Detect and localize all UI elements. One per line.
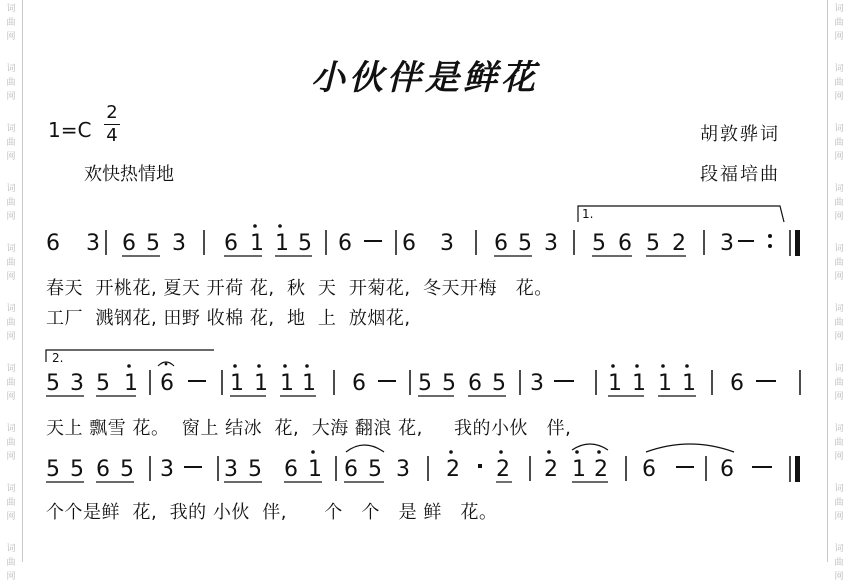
note: 6 xyxy=(730,371,744,396)
watermark-glyph: 曲 xyxy=(6,438,16,448)
note: 1 xyxy=(250,231,264,256)
repeat-dot xyxy=(768,244,772,248)
watermark-glyph: 词 xyxy=(834,124,844,134)
note: 6 xyxy=(494,231,508,256)
watermark-glyph: 词 xyxy=(834,304,844,314)
note: 5 xyxy=(646,231,660,256)
watermark-glyph: 网 xyxy=(834,572,844,582)
note: 6 xyxy=(96,457,110,482)
watermark-glyph: 网 xyxy=(834,272,844,282)
watermark-glyph: 网 xyxy=(6,152,16,162)
high-octave-dot xyxy=(575,450,579,454)
note: 3 xyxy=(396,457,410,482)
watermark-glyph: 网 xyxy=(6,332,16,342)
note: 1 xyxy=(572,457,586,482)
watermark-glyph: 网 xyxy=(6,572,16,582)
note: 6 xyxy=(642,457,656,482)
note: 6 xyxy=(618,231,632,256)
high-octave-dot xyxy=(499,450,503,454)
volta-1-bracket xyxy=(578,206,784,222)
note: 1 xyxy=(254,371,268,396)
note: 2 xyxy=(446,457,460,482)
tempo-marking: 欢快热情地 xyxy=(84,164,174,185)
dotted-rhythm-mark xyxy=(478,464,482,468)
watermark-glyph: 词 xyxy=(834,424,844,434)
watermark-glyph: 网 xyxy=(6,32,16,42)
note: 5 xyxy=(298,231,312,256)
high-octave-dot xyxy=(253,224,257,228)
watermark-glyph: 词 xyxy=(6,424,16,434)
time-signature-bottom: 4 xyxy=(106,125,118,146)
watermark-glyph: 曲 xyxy=(834,558,844,568)
key-signature: 1=C xyxy=(48,118,92,142)
note: 3 xyxy=(530,371,544,396)
lyric-line-4: 个个是鲜 花, 我的 小伙 伴, 个 个 是 鲜 花。 xyxy=(46,502,498,523)
note: 6 xyxy=(160,371,174,396)
watermark-glyph: 网 xyxy=(834,332,844,342)
high-octave-dot xyxy=(283,364,287,368)
note: 6 xyxy=(468,371,482,396)
watermark-glyph: 曲 xyxy=(834,378,844,388)
watermark-glyph: 曲 xyxy=(6,18,16,28)
watermark-glyph: 曲 xyxy=(6,258,16,268)
volta-2-label: 2. xyxy=(52,351,64,365)
note: 1 xyxy=(280,371,294,396)
note: 6 xyxy=(284,457,298,482)
note: 6 xyxy=(224,231,238,256)
watermark-glyph: 词 xyxy=(834,484,844,494)
note: 5 xyxy=(492,371,506,396)
watermark-glyph: 网 xyxy=(6,512,16,522)
note: 3 xyxy=(160,457,174,482)
watermark-glyph: 网 xyxy=(834,452,844,462)
watermark-glyph: 词 xyxy=(834,364,844,374)
tie xyxy=(646,444,734,452)
note: 5 xyxy=(46,457,60,482)
watermark-glyph: 曲 xyxy=(6,378,16,388)
high-octave-dot xyxy=(449,450,453,454)
note: 6 xyxy=(352,371,366,396)
lyric-line-2: 工厂 溅钢花, 田野 收棉 花, 地 上 放烟花, xyxy=(46,308,411,329)
watermark-glyph: 网 xyxy=(6,392,16,402)
note: 3 xyxy=(720,231,734,256)
high-octave-dot xyxy=(278,224,282,228)
note: 6 xyxy=(338,231,352,256)
note: 3 xyxy=(172,231,186,256)
watermark-glyph: 曲 xyxy=(834,258,844,268)
slur xyxy=(346,445,384,452)
watermark-glyph: 词 xyxy=(6,544,16,554)
fermata xyxy=(158,362,174,366)
watermark-glyph: 网 xyxy=(834,392,844,402)
watermark-glyph: 词 xyxy=(6,4,16,14)
song-title: 小伙伴是鲜花 xyxy=(311,58,539,98)
note: 1 xyxy=(275,231,289,256)
note: 1 xyxy=(124,371,138,396)
high-octave-dot xyxy=(311,450,315,454)
watermark-glyph: 曲 xyxy=(6,138,16,148)
watermark-glyph: 网 xyxy=(834,212,844,222)
note: 5 xyxy=(70,457,84,482)
slur xyxy=(572,444,608,450)
watermark-glyph: 词 xyxy=(6,244,16,254)
watermark-glyph: 网 xyxy=(834,512,844,522)
note: 1 xyxy=(658,371,672,396)
note: 5 xyxy=(418,371,432,396)
note: 5 xyxy=(96,371,110,396)
note: 6 xyxy=(402,231,416,256)
note: 6 xyxy=(720,457,734,482)
note: 5 xyxy=(146,231,160,256)
note: 5 xyxy=(442,371,456,396)
high-octave-dot xyxy=(635,364,639,368)
watermark-glyph: 网 xyxy=(834,32,844,42)
watermark-glyph: 曲 xyxy=(6,78,16,88)
note: 5 xyxy=(368,457,382,482)
note: 2 xyxy=(544,457,558,482)
final-barline xyxy=(795,456,800,482)
watermark-glyph: 曲 xyxy=(834,138,844,148)
watermark-glyph: 词 xyxy=(6,64,16,74)
note: 6 xyxy=(46,231,60,256)
watermark-glyph: 曲 xyxy=(6,198,16,208)
watermark-glyph: 词 xyxy=(834,184,844,194)
watermark-glyph: 曲 xyxy=(834,318,844,328)
high-octave-dot xyxy=(127,364,131,368)
note: 3 xyxy=(224,457,238,482)
note: 1 xyxy=(682,371,696,396)
watermark-glyph: 曲 xyxy=(834,498,844,508)
note: 1 xyxy=(230,371,244,396)
watermark-glyph: 词 xyxy=(6,184,16,194)
high-octave-dot xyxy=(661,364,665,368)
watermark-glyph: 词 xyxy=(6,304,16,314)
volta-1-label: 1. xyxy=(582,207,594,221)
note: 3 xyxy=(544,231,558,256)
watermark-glyph: 网 xyxy=(834,92,844,102)
note: 1 xyxy=(308,457,322,482)
watermark-glyph: 曲 xyxy=(834,18,844,28)
note: 2 xyxy=(594,457,608,482)
note: 2 xyxy=(672,231,686,256)
watermark-glyph: 词 xyxy=(6,484,16,494)
lyric-line-1: 春天 开桃花, 夏天 开荷 花, 秋 天 开菊花, 冬天开梅 花。 xyxy=(46,278,553,299)
high-octave-dot xyxy=(685,364,689,368)
watermark-glyph: 词 xyxy=(834,64,844,74)
watermark-glyph: 曲 xyxy=(834,78,844,88)
lyric-line-3: 天上 飘雪 花。 窗上 结冰 花, 大海 翻浪 花, 我的小伙 伴, xyxy=(46,418,572,439)
high-octave-dot xyxy=(611,364,615,368)
repeat-dot xyxy=(768,234,772,238)
watermark-glyph: 网 xyxy=(6,92,16,102)
volta-2-bracket xyxy=(46,350,214,362)
note: 5 xyxy=(592,231,606,256)
time-signature-top: 2 xyxy=(106,102,118,123)
note: 1 xyxy=(608,371,622,396)
watermark-glyph: 网 xyxy=(834,152,844,162)
watermark-glyph: 曲 xyxy=(6,318,16,328)
watermark-glyph: 曲 xyxy=(6,558,16,568)
watermark-glyph: 词 xyxy=(834,544,844,554)
watermark-glyph: 曲 xyxy=(6,498,16,508)
high-octave-dot xyxy=(233,364,237,368)
note: 5 xyxy=(248,457,262,482)
note: 6 xyxy=(122,231,136,256)
high-octave-dot xyxy=(597,450,601,454)
final-barline xyxy=(795,230,800,256)
note: 3 xyxy=(70,371,84,396)
watermark-glyph: 词 xyxy=(6,364,16,374)
watermark-glyph: 曲 xyxy=(834,198,844,208)
watermark-glyph: 词 xyxy=(834,244,844,254)
watermark-glyph: 网 xyxy=(6,272,16,282)
note: 3 xyxy=(440,231,454,256)
composer-credit: 段福培曲 xyxy=(700,164,780,185)
high-octave-dot xyxy=(257,364,261,368)
watermark-glyph: 网 xyxy=(6,452,16,462)
note: 1 xyxy=(632,371,646,396)
watermark-glyph: 词 xyxy=(834,4,844,14)
note: 2 xyxy=(496,457,510,482)
watermark-glyph: 网 xyxy=(6,212,16,222)
note: 1 xyxy=(302,371,316,396)
fermata-dot xyxy=(165,363,168,366)
time-signature xyxy=(104,103,120,146)
watermark-glyph: 词 xyxy=(6,124,16,134)
watermark-glyph: 曲 xyxy=(834,438,844,448)
note: 6 xyxy=(344,457,358,482)
high-octave-dot xyxy=(547,450,551,454)
note: 3 xyxy=(86,231,100,256)
note: 5 xyxy=(46,371,60,396)
lyricist-credit: 胡敦骅词 xyxy=(700,124,780,145)
high-octave-dot xyxy=(305,364,309,368)
note: 5 xyxy=(120,457,134,482)
note: 5 xyxy=(518,231,532,256)
